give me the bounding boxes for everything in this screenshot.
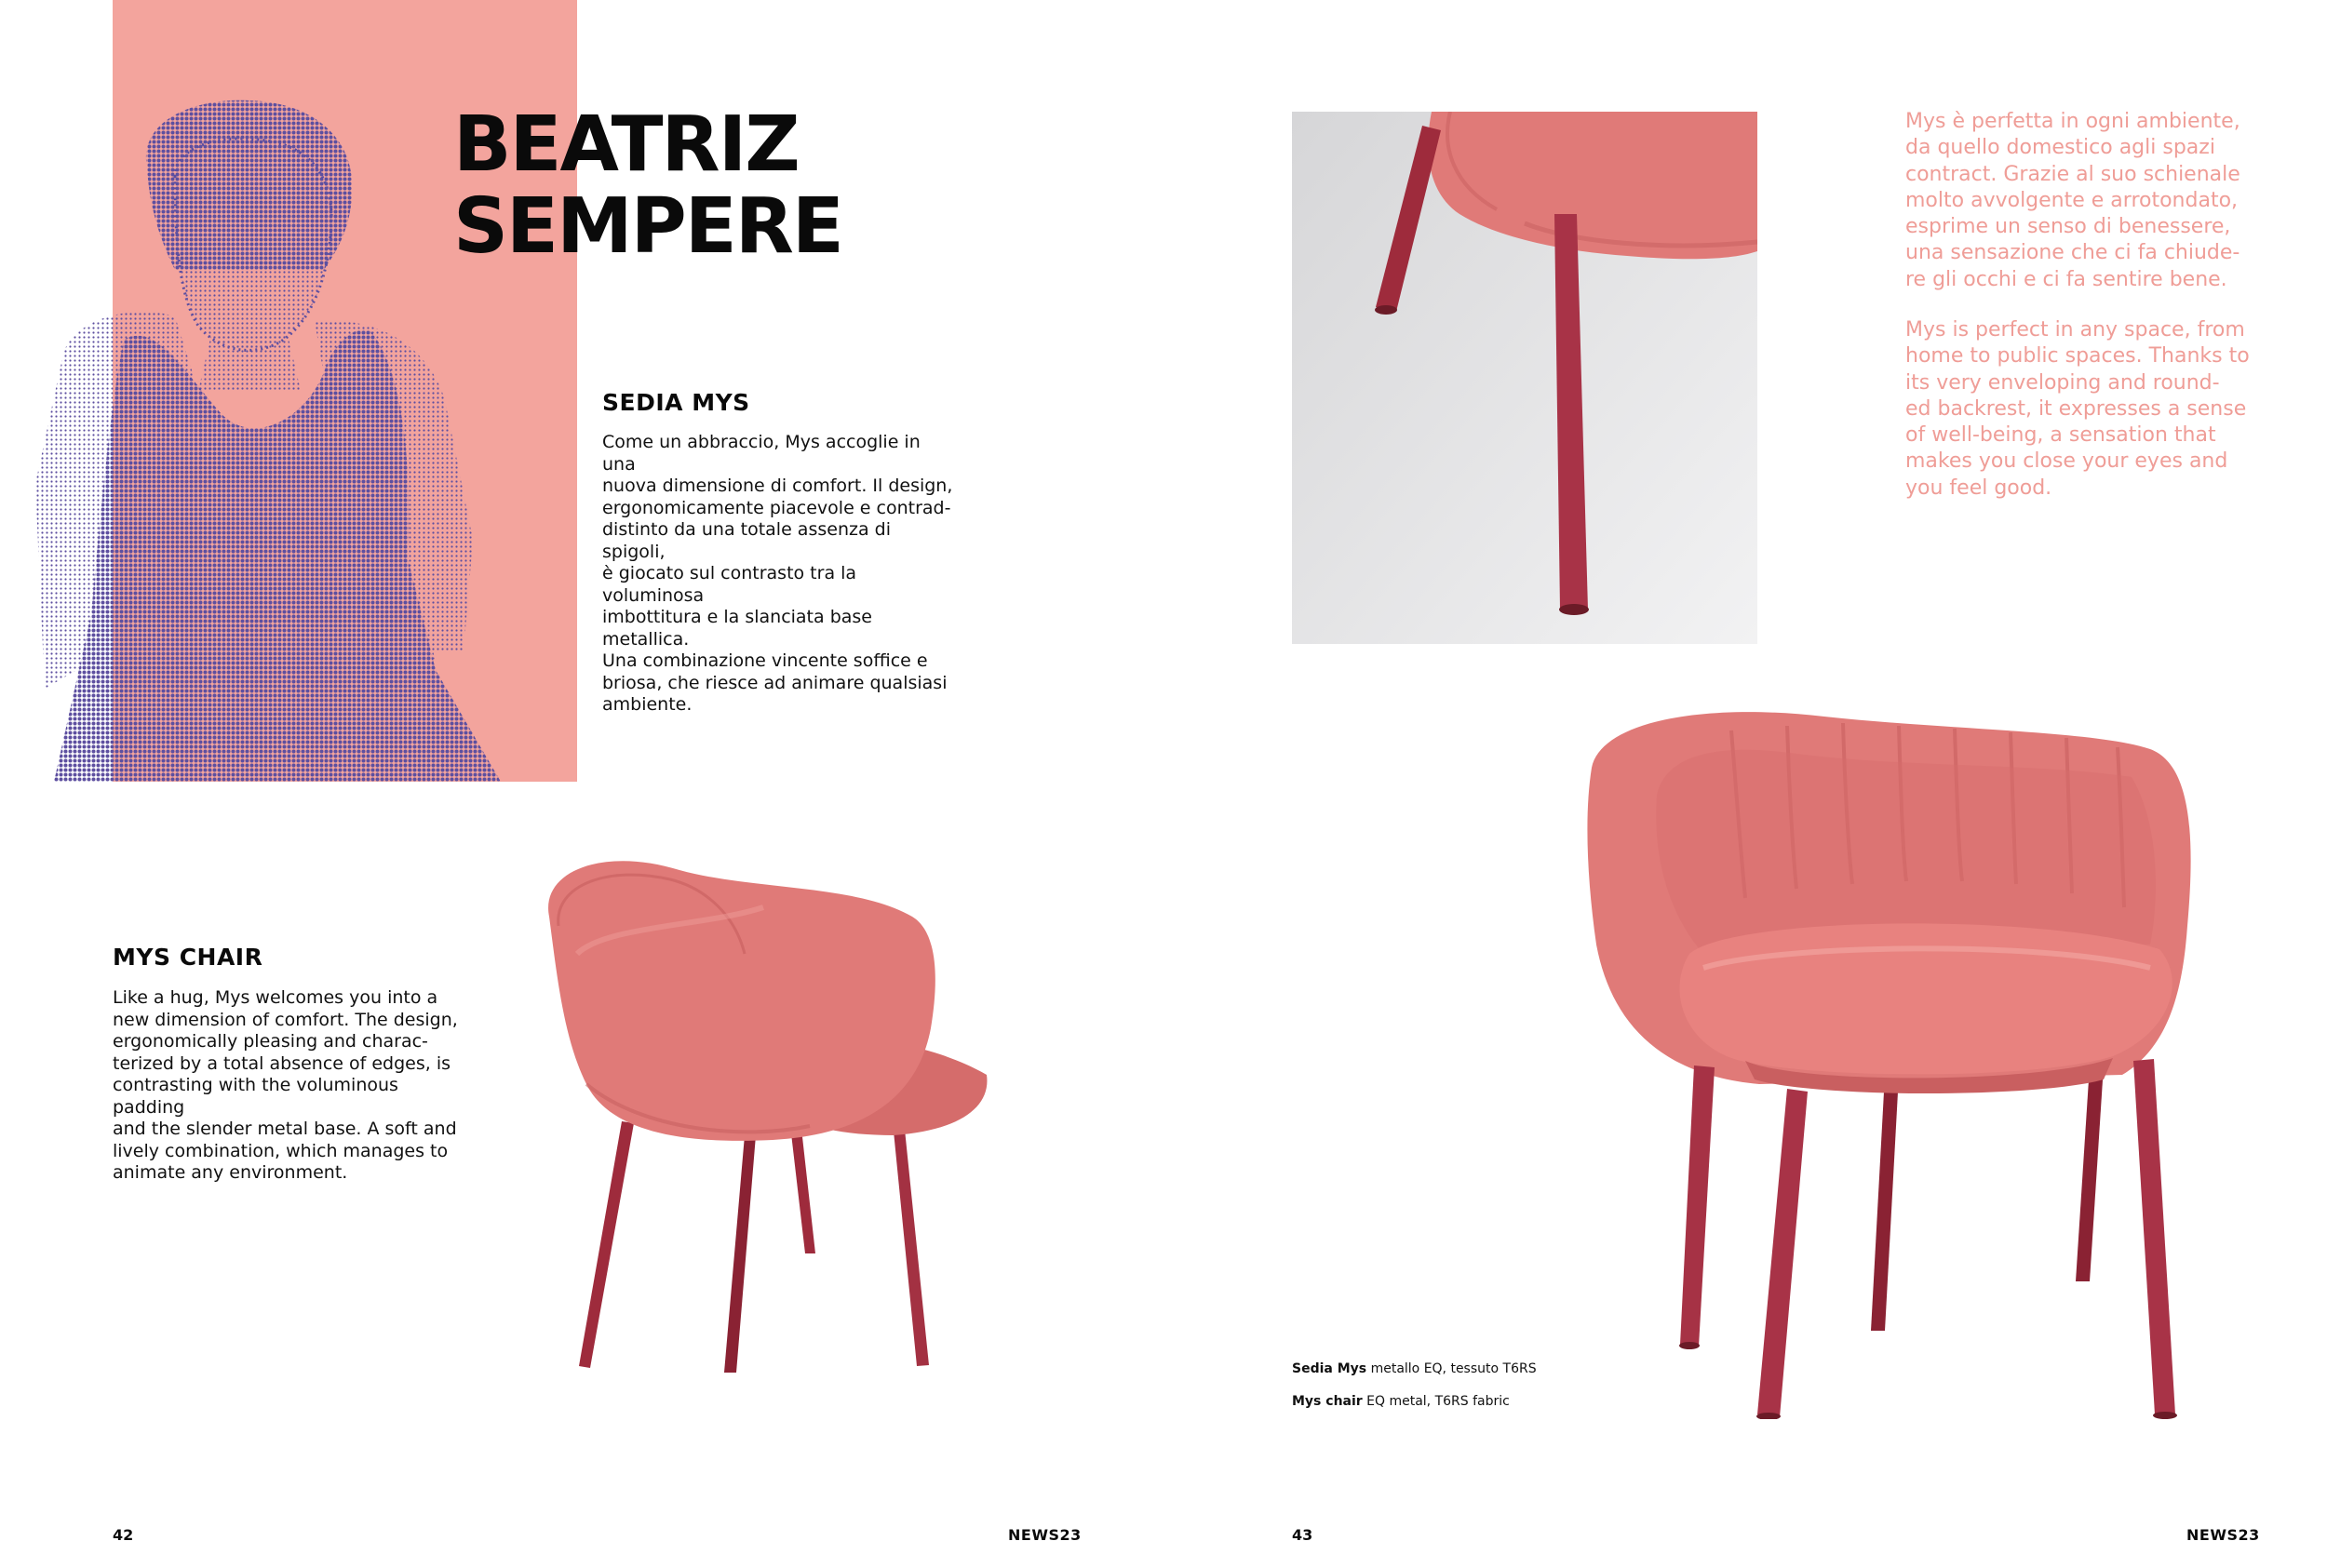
magazine-name-left: NEWS23 <box>1008 1526 1082 1544</box>
caption-english-product: Mys chair <box>1292 1394 1363 1409</box>
section-title-english: MYS CHAIR <box>113 944 263 971</box>
caption-italian-details: metallo EQ, tessuto T6RS <box>1366 1361 1537 1376</box>
photo-caption-italian <box>1292 1361 1537 1376</box>
pink-text-english: Mys is perfect in any space, from home to public spaces. Thanks to its very enveloping and round- ed backrest, it expresses a sense of well-being, a sensation that makes you close your eyes and you feel good. <box>1905 318 2250 500</box>
body-text-english: Like a hug, Mys welcomes you into a new dimension of comfort. The design, ergonomically pleasing and charac- terized by a total absence of edges, is contrasting with the voluminous padding and the slender metal base. A soft and lively combination, which manages to animate any environment. <box>113 987 458 1183</box>
section-title-italian: SEDIA MYS <box>602 389 750 416</box>
caption-italian-product: Sedia Mys <box>1292 1361 1367 1376</box>
designer-last-name: SEMPERE <box>453 182 842 271</box>
magazine-name-right: NEWS23 <box>2186 1526 2260 1544</box>
chair-front-view-image <box>1517 712 2262 1419</box>
designer-name <box>453 101 842 271</box>
designer-first-name: BEATRIZ <box>453 101 799 189</box>
chair-detail-photo <box>1292 112 1757 644</box>
pink-text-italian: Mys è perfetta in ogni ambiente, da quello domestico agli spazi contract. Grazie al suo schienale molto avvolgente e arrotondato, esprime un senso di benessere, una sensazione che ci fa chiude- re gli occhi e ci fa sentire bene. <box>1905 110 2240 291</box>
designer-halftone-portrait <box>35 93 501 782</box>
page-number-left: 42 <box>113 1526 134 1544</box>
chair-back-view-image <box>521 851 1042 1373</box>
page-number-right: 43 <box>1292 1526 1313 1544</box>
body-text-italian: Come un abbraccio, Mys accoglie in una nuova dimensione di comfort. Il design, ergonomicamente piacevole e contrad- distinto da una totale assenza di spigoli, è giocato sul contrasto tra la voluminosa imbottitura e la slanciata base metallica. Una combinazione vincente soffice e briosa, che riesce ad animare qualsiasi ambiente. <box>602 432 953 715</box>
photo-caption-english <box>1292 1394 1510 1409</box>
caption-english-details: EQ metal, T6RS fabric <box>1362 1394 1510 1409</box>
